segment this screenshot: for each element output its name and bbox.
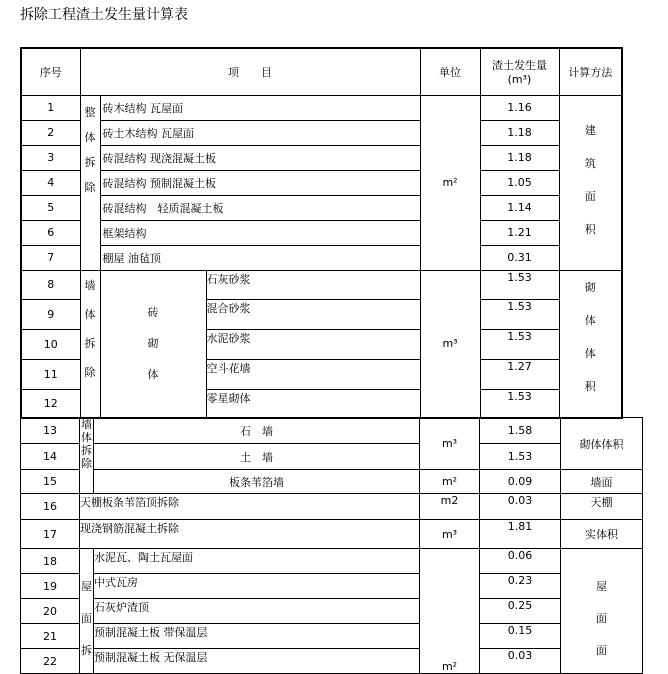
- row-seq: 3: [21, 145, 80, 170]
- row-value: 1.53: [480, 444, 561, 470]
- row-seq: 15: [21, 470, 80, 494]
- sub-label-brick-masonry: 砖 砌 体: [100, 270, 206, 418]
- row-item: 石灰炉渣顶: [94, 599, 420, 624]
- row-value: 0.23: [480, 574, 561, 599]
- group-label-wall-demolition-2: 墙 体 拆 除: [80, 418, 94, 494]
- row-value: 1.81: [480, 520, 561, 549]
- row-item: 预制混凝土板 带保温层: [94, 624, 420, 649]
- row-seq: 18: [21, 549, 80, 574]
- unit-cell: [420, 95, 480, 270]
- row-value: 0.25: [480, 599, 561, 624]
- row-seq: 6: [21, 220, 80, 245]
- row-item: 现浇钢筋混凝土拆除: [80, 520, 420, 549]
- row-item: 框架结构: [100, 220, 420, 245]
- table-row: [21, 270, 622, 299]
- header-amount-label: 渣土发生量: [492, 59, 547, 73]
- group-label-whole-demolition: 整 体 拆 除: [80, 95, 100, 270]
- row-seq: 14: [21, 444, 80, 470]
- unit-text: m²: [441, 660, 458, 673]
- row-item: 零星砌体: [206, 389, 420, 418]
- table-upper: [20, 47, 623, 419]
- row-seq: 4: [21, 170, 80, 195]
- row-item: 砖混结构 预制混凝土板: [100, 170, 420, 195]
- table-lower: [20, 417, 643, 674]
- header-seq: 序号: [21, 48, 80, 95]
- row-item: 砖土木结构 瓦屋面: [100, 120, 420, 145]
- row-item: 石 墙: [94, 418, 420, 444]
- row-item: 水泥砂浆: [206, 329, 420, 359]
- row-value: 1.05: [480, 170, 559, 195]
- row-item: 水泥瓦、陶土瓦屋面: [94, 549, 420, 574]
- row-item: 砖混结构 轻质混凝土板: [100, 195, 420, 220]
- table-row: [21, 195, 622, 220]
- table-row: [21, 444, 643, 470]
- header-amount-unit: (m³): [507, 73, 532, 87]
- table-row: [21, 120, 622, 145]
- row-value: 1.58: [480, 418, 561, 444]
- table-row: [21, 574, 643, 599]
- row-seq: 19: [21, 574, 80, 599]
- group-label-roof-demolition: 屋 面 拆: [80, 549, 94, 674]
- unit-cell: [420, 470, 480, 494]
- table-row: [21, 624, 643, 649]
- method-masonry-volume: 砌 体 体 积: [559, 270, 622, 418]
- row-value: 0.09: [480, 470, 561, 494]
- row-seq: 7: [21, 245, 80, 270]
- row-seq: 10: [21, 329, 80, 359]
- row-value: 1.53: [480, 329, 559, 359]
- row-item: 砖木结构 瓦屋面: [100, 95, 420, 120]
- row-seq: 12: [21, 389, 80, 418]
- row-method: 实体积: [561, 520, 643, 549]
- table-row: [21, 494, 643, 520]
- unit-text: m³: [441, 527, 458, 541]
- row-item: 预制混凝土板 无保温层: [94, 649, 420, 674]
- row-method: 天棚: [561, 494, 643, 520]
- row-seq: 2: [21, 120, 80, 145]
- row-seq: 9: [21, 299, 80, 329]
- row-item: 石灰砂浆: [206, 270, 420, 299]
- table-row: [21, 470, 643, 494]
- row-seq: 21: [21, 624, 80, 649]
- unit-cell: [420, 270, 480, 418]
- table-row: [21, 599, 643, 624]
- table-row: [21, 245, 622, 270]
- row-item: 中式瓦房: [94, 574, 420, 599]
- row-item: 砖混结构 现浇混凝土板: [100, 145, 420, 170]
- row-seq: 8: [21, 270, 80, 299]
- row-seq: 16: [21, 494, 80, 520]
- header-unit: 单位: [420, 48, 480, 95]
- row-value: 1.21: [480, 220, 559, 245]
- unit-text: m²: [442, 176, 458, 189]
- row-value: 0.03: [480, 649, 561, 674]
- unit-cell: [420, 418, 480, 470]
- row-value: 1.53: [480, 389, 559, 418]
- row-seq: 1: [21, 95, 80, 120]
- row-seq: 20: [21, 599, 80, 624]
- row-seq: 11: [21, 359, 80, 389]
- header-amount: [480, 48, 559, 95]
- unit-cell: [420, 549, 480, 674]
- row-value: 1.53: [480, 299, 559, 329]
- unit-cell: [420, 520, 480, 549]
- method-roof-area: 屋 面 面: [561, 549, 643, 674]
- row-item: 空斗花墙: [206, 359, 420, 389]
- row-value: 0.03: [480, 494, 561, 520]
- row-value: 1.16: [480, 95, 559, 120]
- method-building-area: 建 筑 面 积: [559, 95, 622, 270]
- row-value: 1.27: [480, 359, 559, 389]
- table-row: [21, 549, 643, 574]
- header-row: [21, 48, 622, 95]
- unit-text: m³: [441, 437, 458, 450]
- row-item: 棚屋 油毡顶: [100, 245, 420, 270]
- table-row: [21, 145, 622, 170]
- row-value: 0.15: [480, 624, 561, 649]
- row-value: 1.18: [480, 120, 559, 145]
- row-item: 混合砂浆: [206, 299, 420, 329]
- row-seq: 22: [21, 649, 80, 674]
- row-value: 1.53: [480, 270, 559, 299]
- table-row: [21, 95, 622, 120]
- unit-text: m²: [441, 475, 458, 488]
- header-item: 项 目: [80, 48, 420, 95]
- row-value: 0.31: [480, 245, 559, 270]
- table-row: [21, 520, 643, 549]
- row-seq: 13: [21, 418, 80, 444]
- row-value: 0.06: [480, 549, 561, 574]
- row-item: 土 墙: [94, 444, 420, 470]
- document-title: 拆除工程渣土发生量计算表: [20, 7, 188, 23]
- unit-cell: m2: [420, 494, 480, 520]
- row-value: 1.18: [480, 145, 559, 170]
- row-value: 1.14: [480, 195, 559, 220]
- table-row: [21, 418, 643, 444]
- row-seq: 5: [21, 195, 80, 220]
- method-masonry-volume-2: 砌体体积: [561, 418, 643, 470]
- table-row: [21, 220, 622, 245]
- unit-text: m³: [442, 337, 458, 351]
- header-method: 计算方法: [559, 48, 622, 95]
- row-seq: 17: [21, 520, 80, 549]
- table-row: [21, 170, 622, 195]
- row-item: 板条苇箔墙: [94, 470, 420, 494]
- row-method: 墙面: [561, 470, 643, 494]
- table-row: [21, 649, 643, 674]
- group-label-wall-demolition: 墙 体 拆 除: [80, 270, 100, 418]
- row-item: 天棚板条苇箔顶拆除: [80, 494, 420, 520]
